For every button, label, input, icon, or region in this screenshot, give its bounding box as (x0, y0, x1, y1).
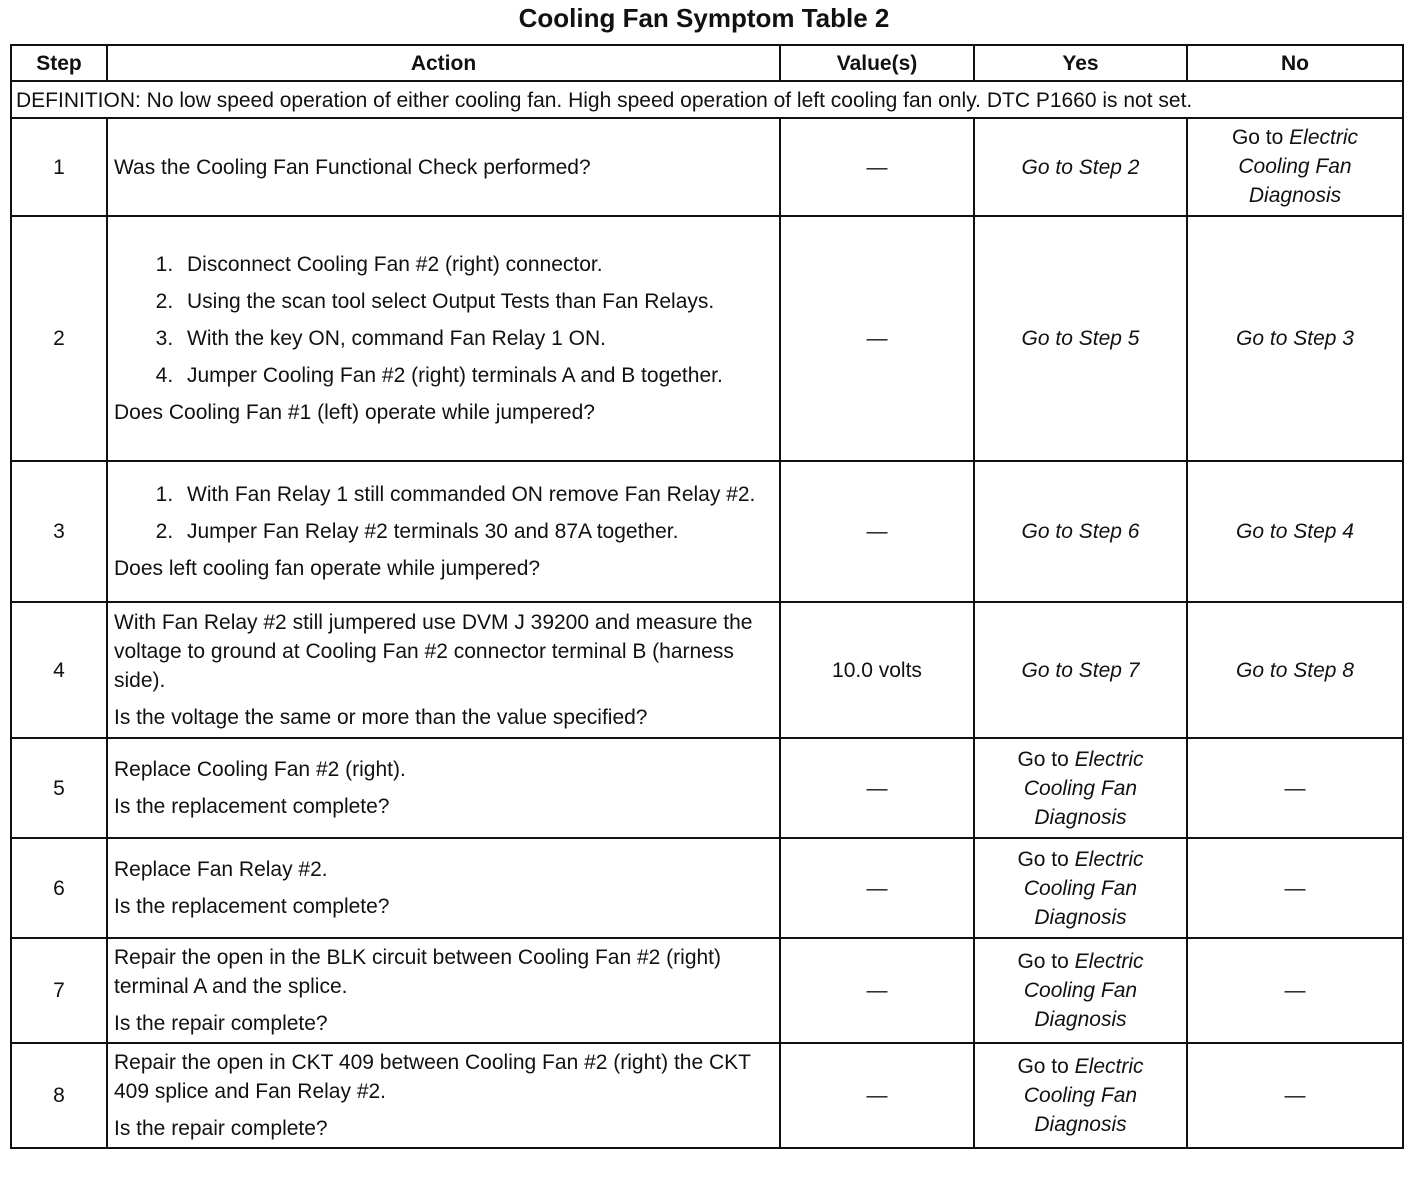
yes-prefix: Go to (1017, 747, 1069, 771)
yes-cell (974, 938, 1187, 1043)
table-row (11, 738, 1403, 838)
yes-cell: Go to Step 7 (974, 602, 1187, 738)
header-row (11, 45, 1403, 81)
step-number: 7 (11, 938, 107, 1043)
table-row (11, 461, 1403, 602)
no-cell: Go to Step 3 (1187, 216, 1403, 461)
action-step: 1. Disconnect Cooling Fan #2 (right) connector. (179, 250, 773, 279)
step-number: 1 (11, 118, 107, 216)
action-cell (107, 602, 780, 738)
step-number: 5 (11, 738, 107, 838)
action-text: Repair the open in the BLK circuit between Cooling Fan #2 (right) terminal A and the splice. (114, 946, 722, 998)
value-cell: — (780, 461, 974, 602)
no-cell (1187, 118, 1403, 216)
yes-prefix: Go to (1017, 950, 1069, 973)
yes-cell (974, 1043, 1187, 1148)
action-cell (107, 1043, 780, 1148)
action-question: Does Cooling Fan #1 (left) operate while jumpered? (114, 401, 595, 424)
table-row (11, 602, 1403, 738)
action-text: Replace Cooling Fan #2 (right). (114, 758, 406, 781)
no-cell: — (1187, 738, 1403, 838)
yes-link: Electric Cooling Fan Diagnosis (1023, 747, 1144, 829)
action-step: 2. Jumper Fan Relay #2 terminals 30 and 87A together. (179, 517, 773, 546)
table-row (11, 118, 1403, 216)
no-cell: — (1187, 1043, 1403, 1148)
yes-link: Electric Cooling Fan Diagnosis (1023, 1055, 1144, 1136)
no-cell: Go to Step 4 (1187, 461, 1403, 602)
definition-row (11, 81, 1403, 118)
yes-cell (974, 738, 1187, 838)
action-cell (107, 938, 780, 1043)
action-cell (107, 461, 780, 602)
action-cell (107, 216, 780, 461)
action-cell (107, 118, 780, 216)
value-cell: 10.0 volts (780, 602, 974, 738)
action-cell (107, 738, 780, 838)
action-question: Is the replacement complete? (114, 795, 390, 818)
yes-cell: Go to Step 6 (974, 461, 1187, 602)
table-row (11, 1043, 1403, 1148)
definition-text: DEFINITION: No low speed operation of either cooling fan. High speed operation of left cooling fan only. DTC P1660 is not set. (11, 81, 1403, 118)
header-no: No (1187, 45, 1403, 81)
yes-link: Electric Cooling Fan Diagnosis (1023, 847, 1144, 929)
value-cell: — (780, 216, 974, 461)
action-step: 2. Using the scan tool select Output Tests than Fan Relays. (179, 287, 773, 316)
action-step: 4. Jumper Cooling Fan #2 (right) terminals A and B together. (179, 361, 773, 390)
action-text: Replace Fan Relay #2. (114, 858, 328, 881)
step-number: 2 (11, 216, 107, 461)
page-title: Cooling Fan Symptom Table 2 (518, 3, 890, 33)
header-values: Value(s) (780, 45, 974, 81)
table-row (11, 938, 1403, 1043)
header-action: Action (107, 45, 780, 81)
step-number: 4 (11, 602, 107, 738)
action-question: Is the repair complete? (114, 1117, 328, 1140)
action-question: Was the Cooling Fan Functional Check performed? (114, 155, 591, 179)
no-link: Electric Cooling Fan Diagnosis (1238, 126, 1359, 207)
symptom-table (10, 44, 1404, 1149)
yes-prefix: Go to (1017, 847, 1069, 871)
yes-cell: Go to Step 2 (974, 118, 1187, 216)
table-row (11, 216, 1403, 461)
no-cell: — (1187, 838, 1403, 938)
action-question: Is the repair complete? (114, 1012, 328, 1035)
action-step: 1. With Fan Relay 1 still commanded ON remove Fan Relay #2. (179, 480, 773, 509)
action-question: Does left cooling fan operate while jumpered? (114, 557, 541, 580)
action-steps (114, 480, 773, 546)
action-steps (114, 250, 773, 390)
yes-prefix: Go to (1017, 1055, 1069, 1078)
value-cell: — (780, 838, 974, 938)
header-yes: Yes (974, 45, 1187, 81)
action-cell (107, 838, 780, 938)
no-cell: — (1187, 938, 1403, 1043)
action-question: Is the replacement complete? (114, 895, 390, 918)
action-question: Is the voltage the same or more than the value specified? (114, 706, 648, 729)
value-cell: — (780, 738, 974, 838)
action-step: 3. With the key ON, command Fan Relay 1 ON. (179, 324, 773, 353)
value-cell: — (780, 1043, 974, 1148)
yes-cell (974, 838, 1187, 938)
no-prefix: Go to (1231, 126, 1284, 149)
action-text: With Fan Relay #2 still jumpered use DVM J 39200 and measure the voltage to ground at Cooling Fan #2 connector terminal B (harness side). (114, 611, 753, 692)
step-number: 6 (11, 838, 107, 938)
no-cell: Go to Step 8 (1187, 602, 1403, 738)
step-number: 8 (11, 1043, 107, 1148)
yes-cell: Go to Step 5 (974, 216, 1187, 461)
step-number: 3 (11, 461, 107, 602)
value-cell: — (780, 118, 974, 216)
header-step: Step (11, 45, 107, 81)
table-row (11, 838, 1403, 938)
yes-link: Electric Cooling Fan Diagnosis (1023, 950, 1144, 1031)
value-cell: — (780, 938, 974, 1043)
action-text: Repair the open in CKT 409 between Cooling Fan #2 (right) the CKT 409 splice and Fan Relay #2. (114, 1051, 751, 1103)
